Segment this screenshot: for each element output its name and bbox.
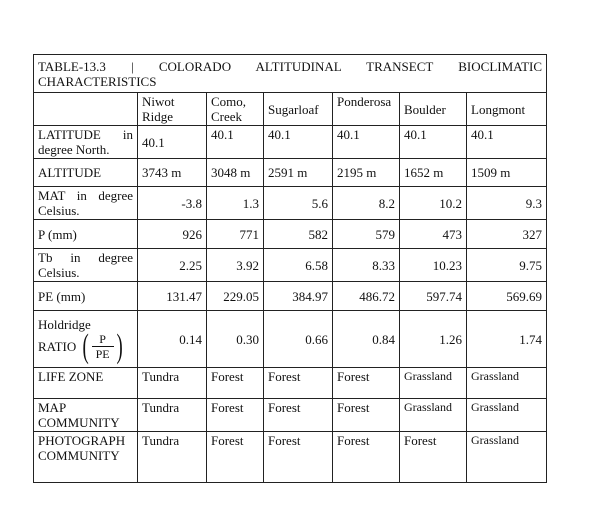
row-label-latitude: LATITUDE in degree North.	[34, 126, 138, 159]
row-label-map-community: MAP COMMUNITY	[34, 399, 138, 432]
table-row	[34, 249, 547, 282]
cell: Grassland	[400, 368, 467, 399]
cell: Forest	[333, 399, 400, 432]
cell: 5.6	[264, 187, 333, 220]
cell: 10.2	[400, 187, 467, 220]
row-label-pe: PE (mm)	[34, 282, 138, 311]
cell: 3743 m	[138, 159, 207, 187]
cell: 10.23	[400, 249, 467, 282]
fraction-numerator: P	[99, 332, 106, 346]
cell: 0.84	[333, 311, 400, 368]
cell: 486.72	[333, 282, 400, 311]
cell: 327	[467, 220, 547, 249]
table-row	[34, 368, 547, 399]
table-row	[34, 126, 547, 159]
cell: 1652 m	[400, 159, 467, 187]
cell: 1.3	[207, 187, 264, 220]
holdridge-label: Holdridge	[38, 316, 91, 332]
col-header-como-creek: Como, Creek	[207, 93, 264, 126]
cell: 40.1	[138, 126, 207, 159]
left-paren-icon: (	[82, 327, 90, 365]
row-label-tb: Tb in degree Celsius.	[34, 249, 138, 282]
table-row	[34, 432, 547, 483]
cell: 40.1	[400, 126, 467, 159]
cell: 3.92	[207, 249, 264, 282]
cell: Forest	[333, 368, 400, 399]
cell: 2195 m	[333, 159, 400, 187]
cell: Grassland	[467, 368, 547, 399]
ratio-label: RATIO	[38, 339, 77, 354]
cell: 1.74	[467, 311, 547, 368]
table-row	[34, 220, 547, 249]
cell: 229.05	[207, 282, 264, 311]
cell: 473	[400, 220, 467, 249]
cell: Grassland	[467, 399, 547, 432]
fraction	[92, 332, 114, 361]
cell: 8.2	[333, 187, 400, 220]
cell: 9.75	[467, 249, 547, 282]
cell: 771	[207, 220, 264, 249]
row-label-photograph-community: PHOTOGRAPH COMMUNITY	[34, 432, 138, 483]
cell: 40.1	[264, 126, 333, 159]
cell: -3.8	[138, 187, 207, 220]
cell: 9.3	[467, 187, 547, 220]
cell: 1.26	[400, 311, 467, 368]
cell: Forest	[207, 368, 264, 399]
cell: 40.1	[467, 126, 547, 159]
cell: 579	[333, 220, 400, 249]
row-label-p: P (mm)	[34, 220, 138, 249]
cell: 384.97	[264, 282, 333, 311]
cell: 569.69	[467, 282, 547, 311]
table-row	[34, 187, 547, 220]
header-empty-cell	[34, 93, 138, 126]
cell: 2591 m	[264, 159, 333, 187]
cell: 597.74	[400, 282, 467, 311]
cell: Tundra	[138, 432, 207, 483]
cell: Tundra	[138, 399, 207, 432]
cell: 6.58	[264, 249, 333, 282]
col-header-longmont: Longmont	[467, 93, 547, 126]
cell: Forest	[264, 368, 333, 399]
table-row	[34, 399, 547, 432]
cell: 1509 m	[467, 159, 547, 187]
cell: 3048 m	[207, 159, 264, 187]
cell: 0.30	[207, 311, 264, 368]
cell: 40.1	[333, 126, 400, 159]
cell: Grassland	[467, 432, 547, 483]
cell: 131.47	[138, 282, 207, 311]
cell: Forest	[207, 399, 264, 432]
right-paren-icon: )	[116, 327, 123, 365]
fraction-denominator: PE	[95, 347, 110, 361]
cell: 40.1	[207, 126, 264, 159]
col-header-boulder: Boulder	[400, 93, 467, 126]
cell: Tundra	[138, 368, 207, 399]
ratio-formula	[38, 327, 133, 365]
table-row	[34, 159, 547, 187]
cell: Forest	[400, 432, 467, 483]
cell: 2.25	[138, 249, 207, 282]
table-row	[34, 311, 547, 368]
cell: Forest	[264, 432, 333, 483]
cell: Forest	[207, 432, 264, 483]
cell: 8.33	[333, 249, 400, 282]
table-title: TABLE-13.3 | COLORADO ALTITUDINAL TRANSECT BIOCLIMATIC CHARACTERISTICS	[34, 55, 547, 93]
row-label-mat: MAT in degree Celsius.	[34, 187, 138, 220]
col-header-sugarloaf: Sugarloaf	[264, 93, 333, 126]
col-header-ponderosa: Ponderosa	[333, 93, 400, 126]
cell: Forest	[333, 432, 400, 483]
row-label-life-zone: LIFE ZONE	[34, 368, 138, 399]
cell: 582	[264, 220, 333, 249]
bioclimatic-table	[33, 54, 547, 483]
col-header-niwot-ridge: Niwot Ridge	[138, 93, 207, 126]
cell: 926	[138, 220, 207, 249]
table-row	[34, 282, 547, 311]
cell: Forest	[264, 399, 333, 432]
cell: Grassland	[400, 399, 467, 432]
cell: 0.14	[138, 311, 207, 368]
cell: 0.66	[264, 311, 333, 368]
row-label-holdridge	[34, 311, 138, 368]
header-row	[34, 93, 547, 126]
row-label-altitude: ALTITUDE	[34, 159, 138, 187]
